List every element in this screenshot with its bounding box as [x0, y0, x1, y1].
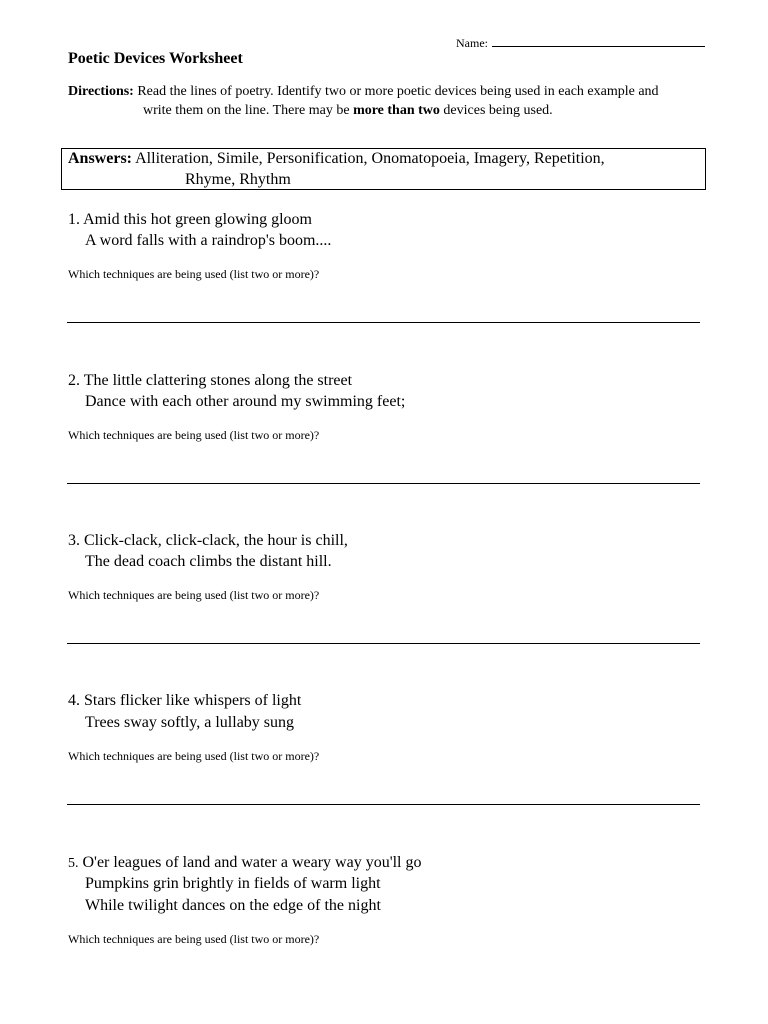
item-3-question: Which techniques are being used (list two or more)?	[68, 588, 320, 602]
item-2-line-2: Dance with each other around my swimming feet;	[85, 393, 406, 410]
directions-text-line1: Read the lines of poetry. Identify two or more poetic devices being used in each example and	[137, 84, 659, 99]
item-1-line-2: A word falls with a raindrop's boom....	[85, 232, 332, 249]
item-2-question: Which techniques are being used (list two or more)?	[68, 428, 320, 442]
item-4-line-1	[68, 690, 301, 711]
directions-text-line2-post: devices being used.	[439, 103, 553, 118]
item-1-question: Which techniques are being used (list two or more)?	[68, 267, 320, 281]
page-title: Poetic Devices Worksheet	[68, 50, 243, 67]
item-5-line-1	[68, 852, 421, 874]
item-2-line-1	[68, 370, 352, 391]
directions	[68, 82, 708, 120]
name-field	[456, 35, 705, 51]
item-3-line-1	[68, 530, 348, 551]
item-2-answer-line[interactable]	[67, 483, 700, 484]
item-4-line-2: Trees sway softly, a lullaby sung	[85, 714, 295, 731]
item-3-number: 3.	[68, 532, 80, 549]
directions-emphasis: more than two	[353, 103, 440, 118]
item-5-question: Which techniques are being used (list two or more)?	[68, 932, 320, 946]
item-4-answer-line[interactable]	[67, 804, 700, 805]
answers-list-2: Rhyme, Rhythm	[185, 171, 291, 188]
item-1-number: 1.	[68, 211, 80, 228]
item-3-text-1: Click-clack, click-clack, the hour is chill,	[84, 532, 348, 549]
answers-list-1: Alliteration, Simile, Personification, Onomatopoeia, Imagery, Repetition,	[135, 150, 605, 167]
item-5-text-1: O'er leagues of land and water a weary way you'll go	[82, 854, 422, 871]
item-5-line-3: While twilight dances on the edge of the night	[85, 897, 381, 914]
name-blank-line[interactable]	[492, 35, 705, 47]
item-1-line-1	[68, 209, 312, 230]
item-4-number: 4.	[68, 692, 80, 709]
item-2-number: 2.	[68, 372, 80, 389]
directions-text-line2-pre: write them on the line. There may be	[143, 103, 354, 118]
item-4-question: Which techniques are being used (list two or more)?	[68, 749, 320, 763]
answers-line1	[68, 150, 605, 168]
item-1-text-1: Amid this hot green glowing gloom	[83, 211, 312, 228]
name-label: Name:	[456, 36, 488, 50]
item-3-answer-line[interactable]	[67, 643, 700, 644]
item-1-answer-line[interactable]	[67, 322, 700, 323]
item-5-number: 5.	[68, 856, 79, 871]
item-2-text-1: The little clattering stones along the street	[83, 372, 353, 389]
item-5-line-2: Pumpkins grin brightly in fields of warm light	[85, 875, 381, 892]
item-4-text-1: Stars flicker like whispers of light	[84, 692, 302, 709]
directions-label: Directions:	[68, 84, 134, 99]
item-3-line-2: The dead coach climbs the distant hill.	[85, 553, 332, 570]
answers-label: Answers:	[68, 150, 132, 167]
